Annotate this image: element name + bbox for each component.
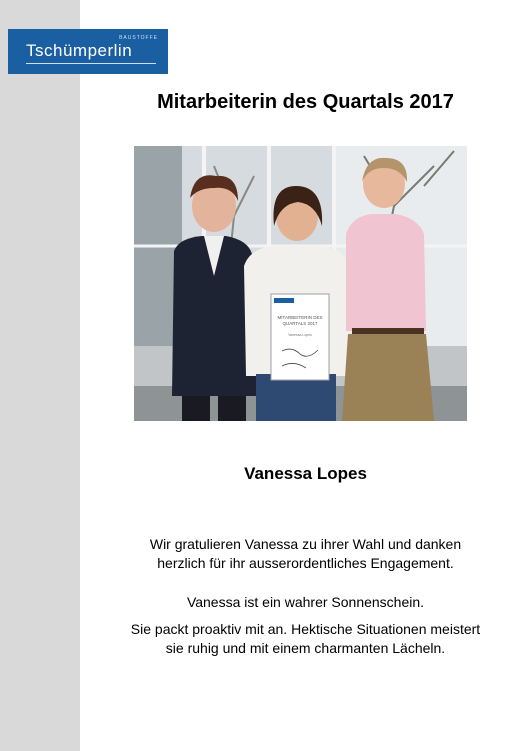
page-title: Mitarbeiterin des Quartals 2017	[157, 91, 454, 113]
sunshine-text: Vanessa ist ein wahrer Sonnenschein.	[186, 594, 425, 610]
left-sidebar-band	[0, 0, 80, 751]
logo-tagline: BAUSTOFFE	[119, 35, 158, 41]
proactive-text-line-1: Sie packt proaktiv mit an. Hektische Situationen meistert	[130, 621, 481, 637]
employee-photo	[134, 146, 467, 421]
company-logo	[8, 29, 168, 74]
logo-underline	[26, 63, 156, 64]
proactive-text-line-2: sie ruhig und mit einem charmanten Lächeln.	[165, 640, 446, 656]
employee-name: Vanessa Lopes	[244, 464, 367, 483]
certificate-name: Vanessa Lopes	[288, 333, 312, 337]
certificate-heading-2: QUARTALS 2017	[282, 321, 318, 326]
congrats-text-line-1: Wir gratulieren Vanessa zu ihrer Wahl und danken	[149, 536, 462, 552]
congrats-text-line-2: herzlich für ihr ausserordentliches Engagement.	[157, 555, 454, 571]
logo-wordmark: Tschümperlin	[26, 41, 133, 60]
photo-illustration	[134, 146, 467, 421]
certificate-heading-1: MITARBEITERIN DES	[277, 315, 323, 320]
